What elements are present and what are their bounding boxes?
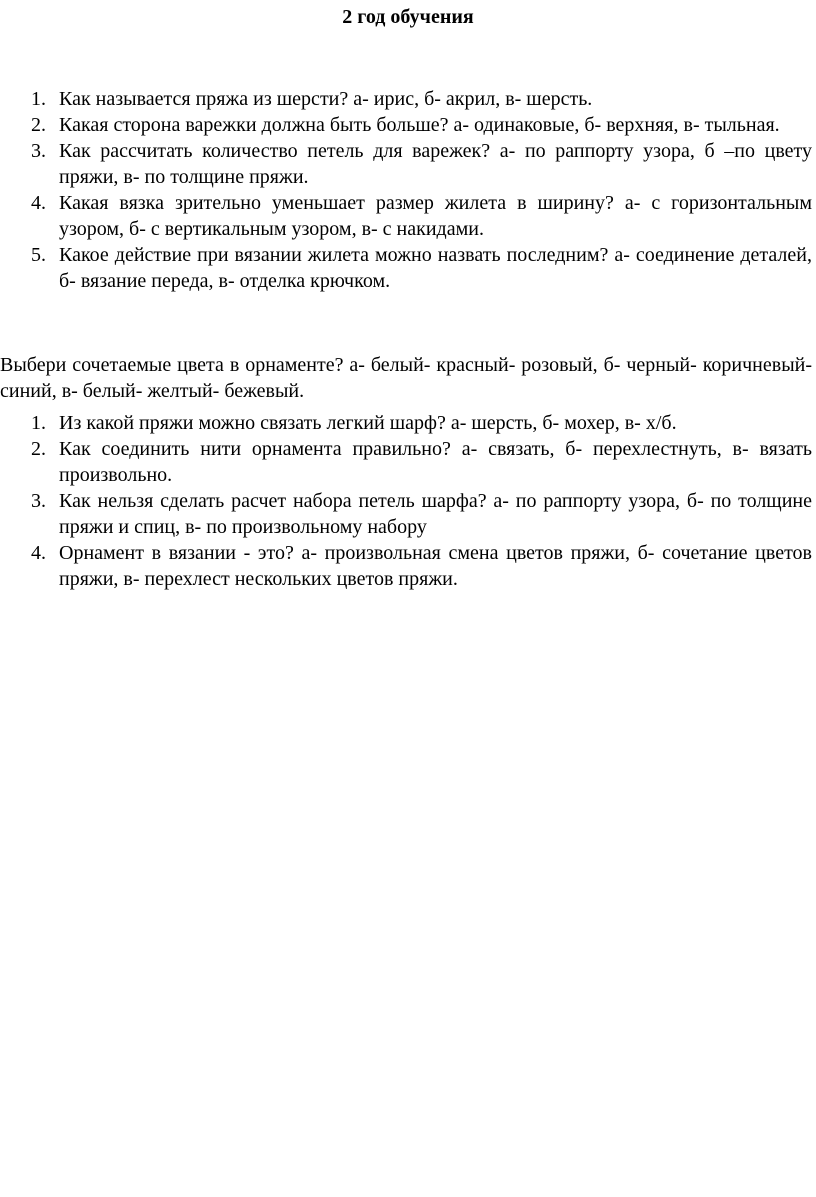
list-item — [0, 540, 812, 592]
paragraph-color-question: Выбери сочетаемые цвета в орнаменте? а- белый- красный- розовый, б- черный- коричневый- синий, в- белый- желтый- бежевый. — [0, 354, 812, 402]
item-number: 4. — [31, 542, 46, 564]
list-item — [0, 138, 812, 190]
item-text: Какая вязка зрительно уменьшает размер жилета в ширину? а- с горизонтальным узором, б- с вертикальным узором, в- с накидами. — [59, 192, 812, 240]
item-text: Как соединить нити орнамента правильно? а- связать, б- перехлестнуть, в- вязать произвольно. — [59, 438, 812, 486]
item-number: 3. — [31, 490, 46, 512]
list-item — [0, 436, 812, 488]
item-number: 5. — [31, 244, 46, 266]
list-item — [0, 112, 812, 138]
list-item — [0, 488, 812, 540]
list-item — [0, 86, 812, 112]
item-text: Как нельзя сделать расчет набора петель шарфа? а- по раппорту узора, б- по толщине пряжи и спиц, в- по произвольному набору — [59, 490, 812, 538]
item-text: Какое действие при вязании жилета можно назвать последним? а- соединение деталей, б- вязание переда, в- отделка крючком. — [59, 244, 812, 292]
item-number: 2. — [31, 114, 46, 136]
item-number: 1. — [31, 412, 46, 434]
item-text: Как рассчитать количество петель для варежек? а- по раппорту узора, б –по цвету пряжи, в- по толщине пряжи. — [59, 140, 812, 188]
item-number: 2. — [31, 438, 46, 460]
question-list-2 — [0, 410, 812, 592]
list-item — [0, 410, 812, 436]
item-number: 1. — [31, 88, 46, 110]
list-item — [0, 190, 812, 242]
item-text: Как называется пряжа из шерсти? а- ирис, б- акрил, в- шерсть. — [59, 88, 593, 110]
item-text: Из какой пряжи можно связать легкий шарф? а- шерсть, б- мохер, в- х/б. — [59, 412, 677, 434]
document-title: 2 год обучения — [342, 6, 474, 28]
item-number: 3. — [31, 140, 46, 162]
question-list-1 — [0, 86, 812, 294]
item-number: 4. — [31, 192, 46, 214]
item-text: Орнамент в вязании - это? а- произвольная смена цветов пряжи, б- сочетание цветов пряжи, в- перехлест нескольких цветов пряжи. — [59, 542, 812, 590]
list-item — [0, 242, 812, 294]
item-text: Какая сторона варежки должна быть больше? а- одинаковые, б- верхняя, в- тыльная. — [59, 114, 780, 136]
